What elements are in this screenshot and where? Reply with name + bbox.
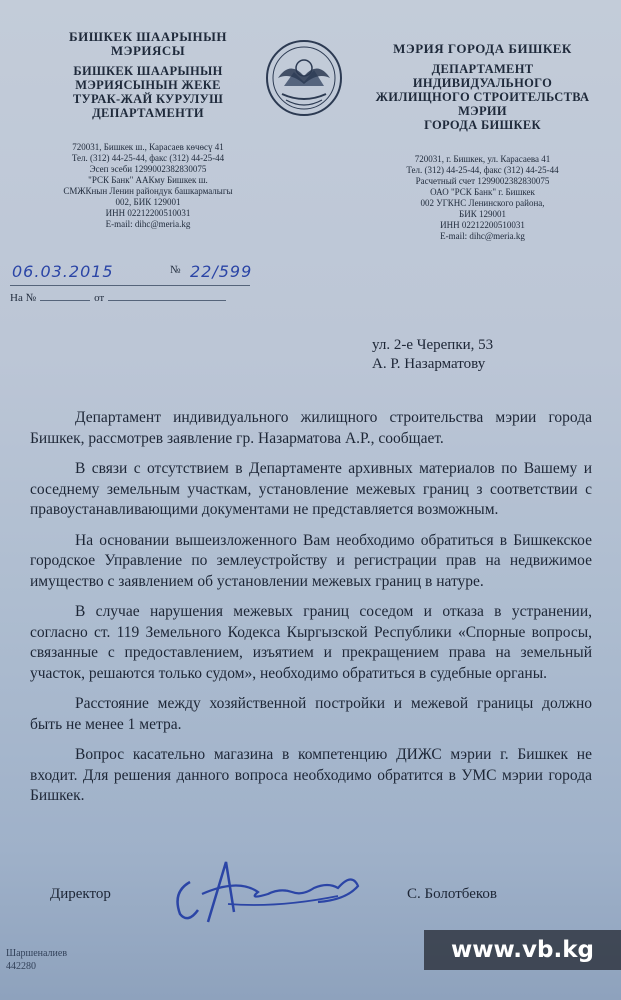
paragraph: Департамент индивидуального жилищного строительства мэрии города Бишкек, рассмотрев заявление гр. Назарматова А.Р., сообщает. (30, 409, 592, 447)
watermark: www.vb.kg (424, 930, 621, 970)
letter-body (30, 408, 592, 817)
signature-position: Директор (50, 886, 111, 902)
executor-note: Шаршеналиев 442280 (6, 948, 68, 972)
signature-name: С. Болотбеков (407, 886, 497, 902)
reference-line: На № от (10, 292, 226, 304)
number-label: № (170, 264, 182, 276)
header-right-address: 720031, г. Бишкек, ул. Карасаева 41 Тел. (312) 44-25-44, факс (312) 44-25-44 Расчетный счет 1299002382830075 ОАО "РСК Банк" г. Бишкек 002 УГКНС Ленинского района, БИК 129001 ИНН 02212200510031 E-mail: dihc@meria.kg (406, 154, 559, 241)
addressee-block (372, 336, 493, 374)
header-left-title: БИШКЕК ШААРЫНЫН МЭРИЯСЫ (68, 29, 227, 58)
handwritten-number: 22/599 (190, 262, 253, 281)
header-left (28, 30, 268, 230)
paragraph: Расстояние между хозяйственной постройки и межевой границы должно быть не менее 1 метра. (30, 695, 592, 733)
header-left-department: БИШКЕК ШААРЫНЫН МЭРИЯСЫНЫН ЖЕКЕ ТУРАК-ЖАЙ КУРУЛУШ ДЕПАРТАМЕНТИ (72, 64, 224, 120)
addressee-name: А. Р. Назарматову (372, 356, 486, 372)
paragraph: В связи с отсутствием в Департаменте архивных материалов по Вашему и соседнему земельным участкам, установление межевых границ з соответствии с правоустанавливающими документами не представляется возможным. (30, 460, 592, 518)
paragraph: Вопрос касательно магазина в компетенцию ДИЖС мэрии г. Бишкек не входит. Для решения данного вопроса необходимо обратится в УМС мэрии города Бишкек. (30, 746, 592, 804)
date-underline (10, 285, 250, 286)
letter-date-number (10, 262, 260, 286)
paragraph: В случае нарушения межевых границ соседом и отказа в устранении, согласно ст. 119 Земельного Кодекса Кыргызской Республики «Спорные вопросы, связанные с предоставлением, изъятием и прекращением права на земельный участок, решаются только судом», необходимо обратиться в судебные органы. (30, 603, 592, 682)
header-left-address: 720031, Бишкек ш., Карасаев көчөсү 41 Тел. (312) 44-25-44, факс (312) 44-25-44 Эсеп эсеби 1299002382830075 "РСК Банк" ААКму Бишкек ш. СМЖКнын Ленин райондук башкармалыгы 002, БИК 129001 ИНН 02212200510031 E-mail: dihc@meria.kg (63, 142, 233, 229)
addressee-street: ул. 2-е Черепки, 53 (372, 337, 494, 353)
paragraph: На основании вышеизложенного Вам необходимо обратиться в Бишкекское городское Управление по землеустройству и регистрации прав на недвижимое имущество с заявлением об установлении межевых границ в натуре. (30, 531, 592, 590)
header-right-department: ДЕПАРТАМЕНТ ИНДИВИДУАЛЬНОГО ЖИЛИЩНОГО СТРОИТЕЛЬСТВА МЭРИИ ГОРОДА БИШКЕК (375, 62, 590, 132)
header-right (370, 42, 595, 242)
kyrgyz-emblem-icon (264, 38, 344, 118)
header-right-title: МЭРИЯ ГОРОДА БИШКЕК (393, 41, 572, 56)
handwritten-signature (168, 852, 378, 932)
handwritten-date: 06.03.2015 (12, 262, 114, 281)
